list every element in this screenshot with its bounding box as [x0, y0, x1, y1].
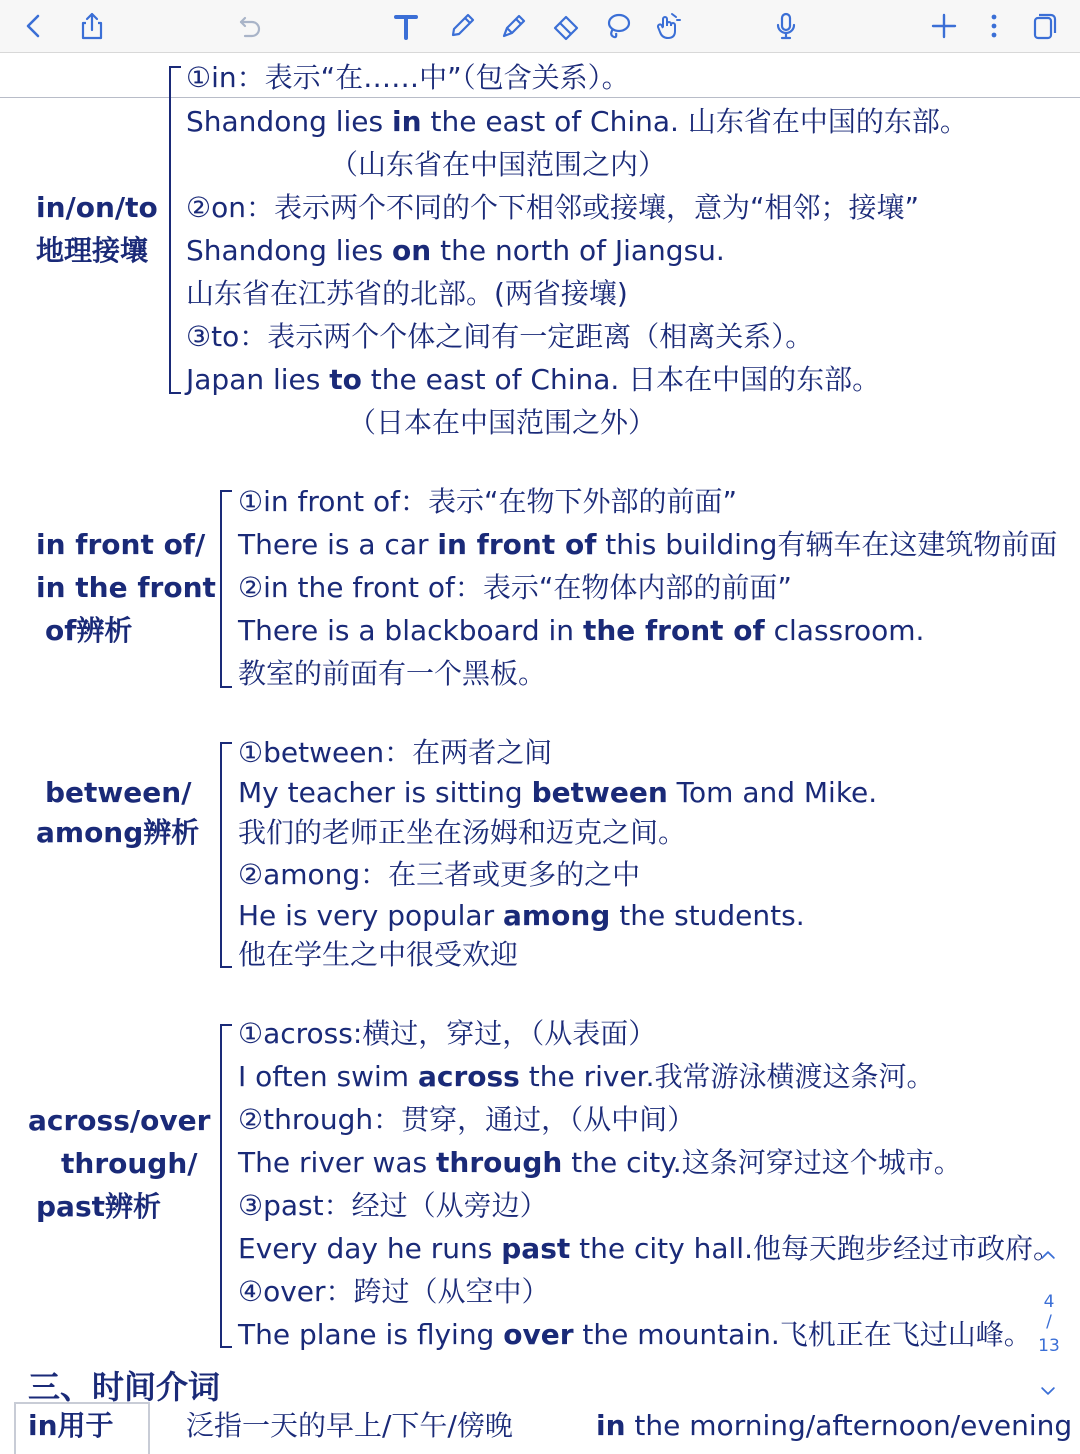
note-line: ①between：在两者之间: [238, 736, 553, 769]
text-tool-icon[interactable]: [386, 6, 426, 46]
section-title: 三、时间介词: [28, 1368, 221, 1406]
section-heading: across/over: [28, 1104, 211, 1137]
section-heading: 地理接壤: [36, 234, 149, 267]
note-line: 他在学生之中很受欢迎: [238, 938, 519, 971]
note-line: He is very popular among the students.: [238, 899, 805, 932]
lasso-icon[interactable]: [598, 6, 638, 46]
note-line: （日本在中国范围之外）: [348, 406, 657, 439]
bracket: [169, 66, 181, 394]
bracket: [220, 742, 232, 968]
page-up-icon[interactable]: [1030, 1240, 1066, 1270]
note-line: Shandong lies on the north of Jiangsu.: [186, 234, 725, 267]
page-down-icon[interactable]: [1030, 1376, 1066, 1406]
note-line: The plane is flying over the mountain.飞机正在飞过山峰。: [238, 1318, 1032, 1351]
note-line: There is a car in front of this building有辆车在这建筑物前面: [238, 528, 1058, 561]
section-heading: between/: [45, 776, 192, 809]
page-total: 13: [1038, 1336, 1060, 1356]
note-line: Japan lies to the east of China. 日本在中国的东部。: [186, 363, 881, 396]
note-line: ①in：表示“在……中”（包含关系）。: [186, 61, 630, 94]
page-divider: [0, 97, 1080, 98]
note-line: My teacher is sitting between Tom and Mike.: [238, 776, 878, 809]
note-line: ④over：跨过（从空中）: [238, 1275, 550, 1308]
note-line: Every day he runs past the city hall.他每天跑步经过市政府。: [238, 1232, 1061, 1265]
section-heading: among辨析: [36, 816, 200, 849]
section-heading: of辨析: [45, 614, 133, 647]
note-line: 我们的老师正坐在汤姆和迈克之间。: [238, 816, 687, 849]
note-line: ③to：表示两个个体之间有一定距离（相离关系）。: [186, 320, 814, 353]
more-icon[interactable]: [974, 6, 1014, 46]
note-line: Shandong lies in the east of China. 山东省在中国的东部。: [186, 105, 968, 138]
hand-pointer-icon[interactable]: [648, 6, 688, 46]
pen-icon[interactable]: [442, 6, 482, 46]
bracket: [220, 1024, 232, 1348]
note-line: ①across:横过，穿过，（从表面）: [238, 1017, 657, 1050]
add-icon[interactable]: [924, 6, 964, 46]
note-line: The river was through the city.这条河穿过这个城市。: [238, 1146, 962, 1179]
note-line: There is a blackboard in the front of classroom.: [238, 614, 925, 647]
note-line: ②through：贯穿，通过，（从中间）: [238, 1103, 696, 1136]
section-heading: in/on/to: [36, 191, 158, 224]
undo-icon[interactable]: [230, 6, 270, 46]
section-heading: past辨析: [36, 1190, 161, 1223]
microphone-icon[interactable]: [766, 6, 806, 46]
eraser-icon[interactable]: [546, 6, 586, 46]
note-line: ②on：表示两个不同的个下相邻或接壤，意为“相邻；接壤”: [186, 191, 919, 224]
note-line: （山东省在中国范围之内）: [330, 148, 667, 181]
back-icon[interactable]: [14, 6, 54, 46]
toolbar: [0, 0, 1080, 53]
section-heading: in the front: [36, 571, 216, 604]
page-current: 4: [1043, 1292, 1055, 1312]
share-icon[interactable]: [72, 6, 112, 46]
note-line: ③past：经过（从旁边）: [238, 1189, 548, 1222]
note-line: ②in the front of：表示“在物体内部的前面”: [238, 571, 792, 604]
highlighter-icon[interactable]: [494, 6, 534, 46]
pages-icon[interactable]: [1024, 6, 1064, 46]
bracket: [220, 490, 232, 688]
page-separator: /: [1046, 1312, 1052, 1332]
note-line: ①in front of：表示“在物下外部的前面”: [238, 485, 738, 518]
note-line: ②among：在三者或更多的之中: [238, 858, 641, 891]
note-line: 山东省在江苏省的北部。(两省接壤): [186, 277, 628, 310]
note-line: 教室的前面有一个黑板。: [238, 657, 547, 690]
table-cell-example: in the morning/afternoon/evening: [596, 1409, 1073, 1442]
table-cell-label: in用于: [28, 1409, 114, 1442]
table-cell-desc: 泛指一天的早上/下午/傍晚: [186, 1409, 513, 1442]
note-line: I often swim across the river.我常游泳横渡这条河。: [238, 1060, 935, 1093]
section-heading: through/: [61, 1147, 198, 1180]
section-heading: in front of/: [36, 528, 206, 561]
